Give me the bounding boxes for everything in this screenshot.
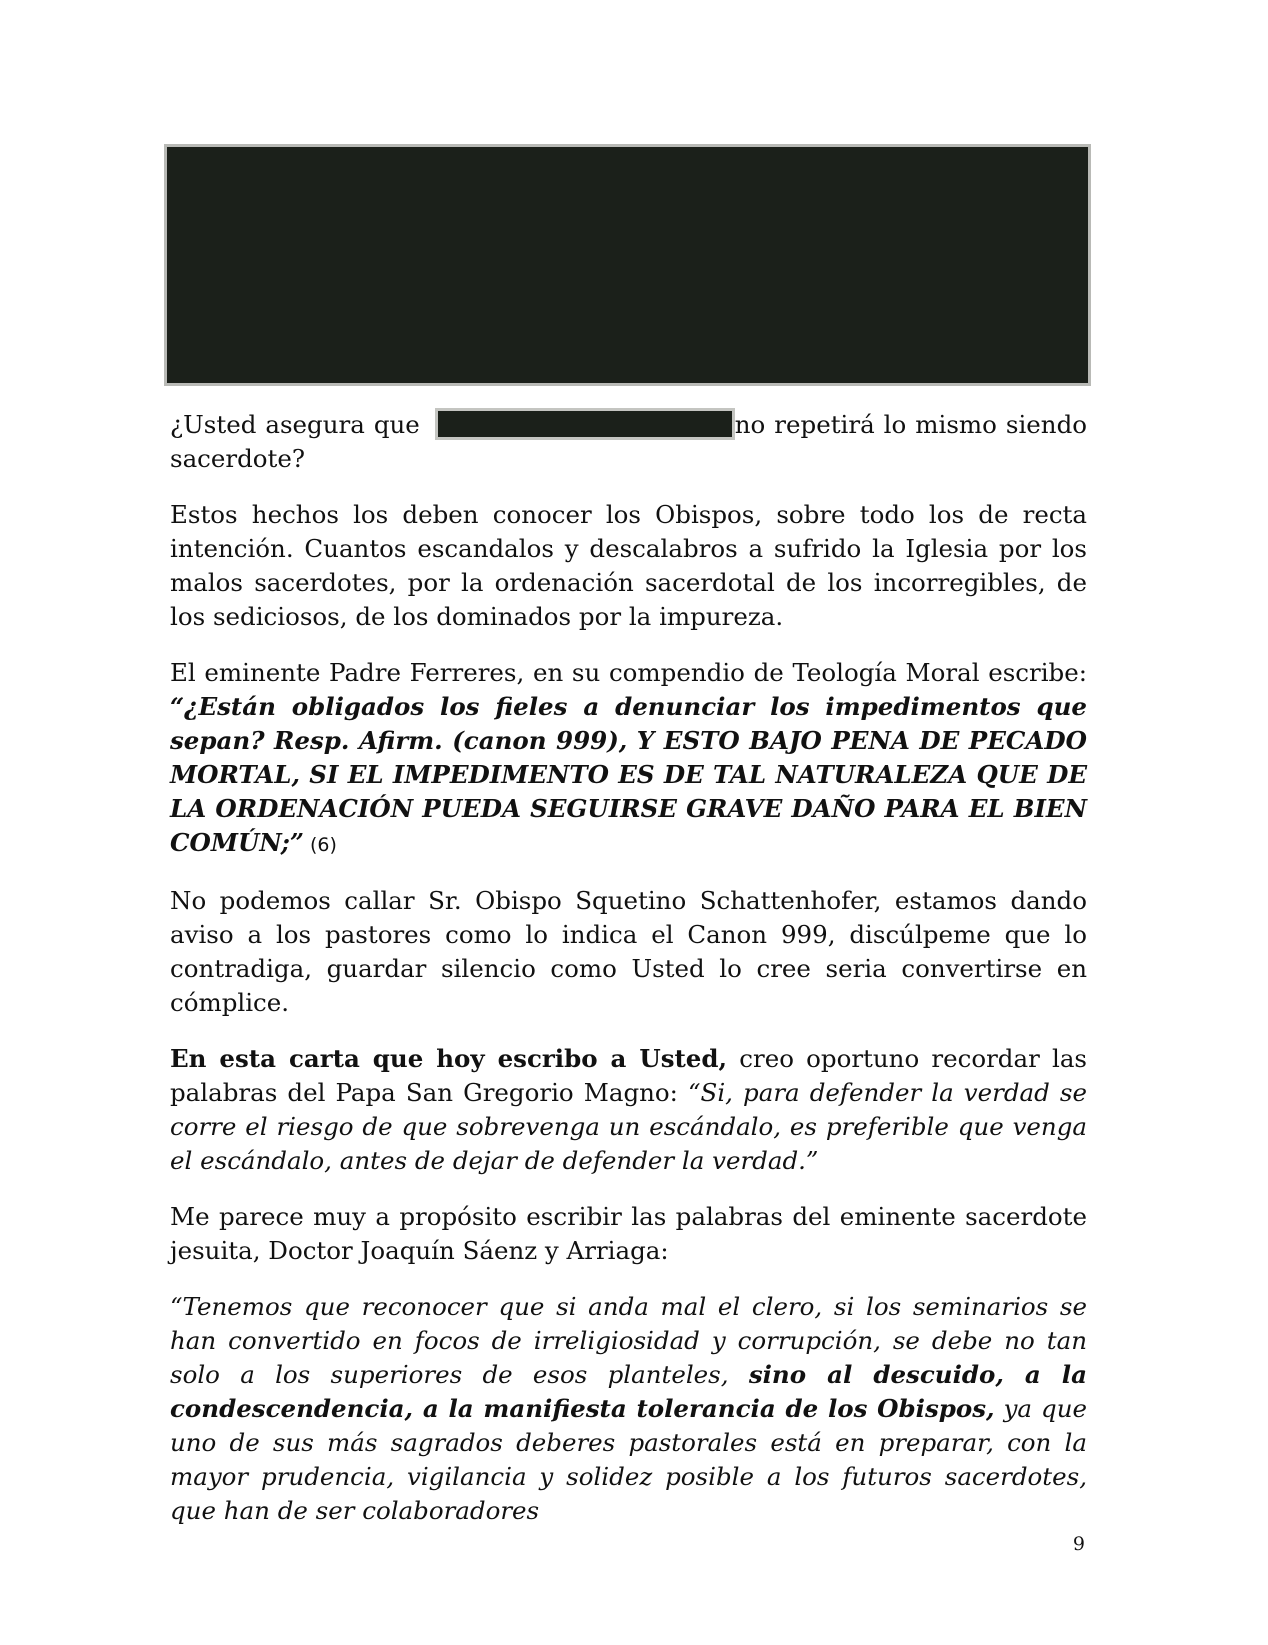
paragraph-question [170, 408, 1087, 476]
ferreres-intro: El eminente Padre Ferreres, en su compendio de Teología Moral escribe: [170, 658, 1087, 687]
gregorio-quote: “Si, para defender la verdad se corre el riesgo de que sobrevenga un escándalo, es preferible que venga el escándalo, antes de dejar de defender la verdad.” [170, 1078, 1087, 1175]
paragraph-saenz-intro: Me parece muy a propósito escribir las palabras del eminente sacerdote jesuita, Doctor Joaquín Sáenz y Arriaga: [170, 1202, 1087, 1265]
question-text-end: no repetirá lo mismo siendo sacerdote? [170, 410, 1087, 473]
gregorio-bold-intro: En esta carta que hoy escribo a Usted, [170, 1044, 728, 1073]
paragraph-bishops: Estos hechos los deben conocer los Obispos, sobre todo los de recta intención. Cuantos escandalos y descalabros a sufrido la Iglesia por los malos sacerdotes, por la ordenación sacerdotal de los incorregibles, de los sediciosos, de los dominados por la impureza. [170, 500, 1087, 631]
paragraph-ferreres [170, 656, 1087, 862]
saenz-quote-part-1: “Tenemos que reconocer que si anda mal el clero, si los seminarios se han convertido en focos de irreligiosidad y corrupción, se debe no tan solo a los superiores de esos planteles, [170, 1292, 1087, 1389]
inline-redaction [435, 408, 735, 440]
paragraph-canon: No podemos callar Sr. Obispo Squetino Schattenhofer, estamos dando aviso a los pastores como lo indica el Canon 999, discúlpeme que lo contradiga, guardar silencio como Usted lo cree seria convertirse en cómplice. [170, 886, 1087, 1017]
footnote-reference: (6) [303, 834, 337, 856]
page-number: 9 [1072, 1533, 1085, 1555]
ferreres-quote: “¿Están obligados los fieles a denunciar los impedimentos que sepan? Resp. Afirm. (canon 999), Y ESTO BAJO PENA DE PECADO MORTAL, SI EL IMPEDIMENTO ES DE TAL NATURALEZA QUE DE LA ORDENACIÓN PUEDA SEGUIRSE GRAVE DAÑO PARA EL BIEN COMÚN;” [170, 692, 1087, 857]
gregorio-plain: creo oportuno recordar las palabras del Papa San Gregorio Magno: [170, 1044, 1088, 1107]
question-text-start: ¿Usted asegura que [170, 410, 429, 439]
paragraph-gregorio [170, 1042, 1087, 1178]
saenz-quote-part-2: ya que uno de sus más sagrados deberes pastorales está en preparar, con la mayor prudencia, vigilancia y solidez posible a los futuros sacerdotes, que han de ser colaboradores [170, 1394, 1087, 1525]
body-text [170, 408, 1087, 1550]
redacted-block [164, 144, 1091, 386]
saenz-quote-emphasis: sino al descuido, a la condescendencia, a la manifiesta tolerancia de los Obispos, [170, 1360, 1087, 1423]
paragraph-saenz-quote [170, 1290, 1087, 1528]
